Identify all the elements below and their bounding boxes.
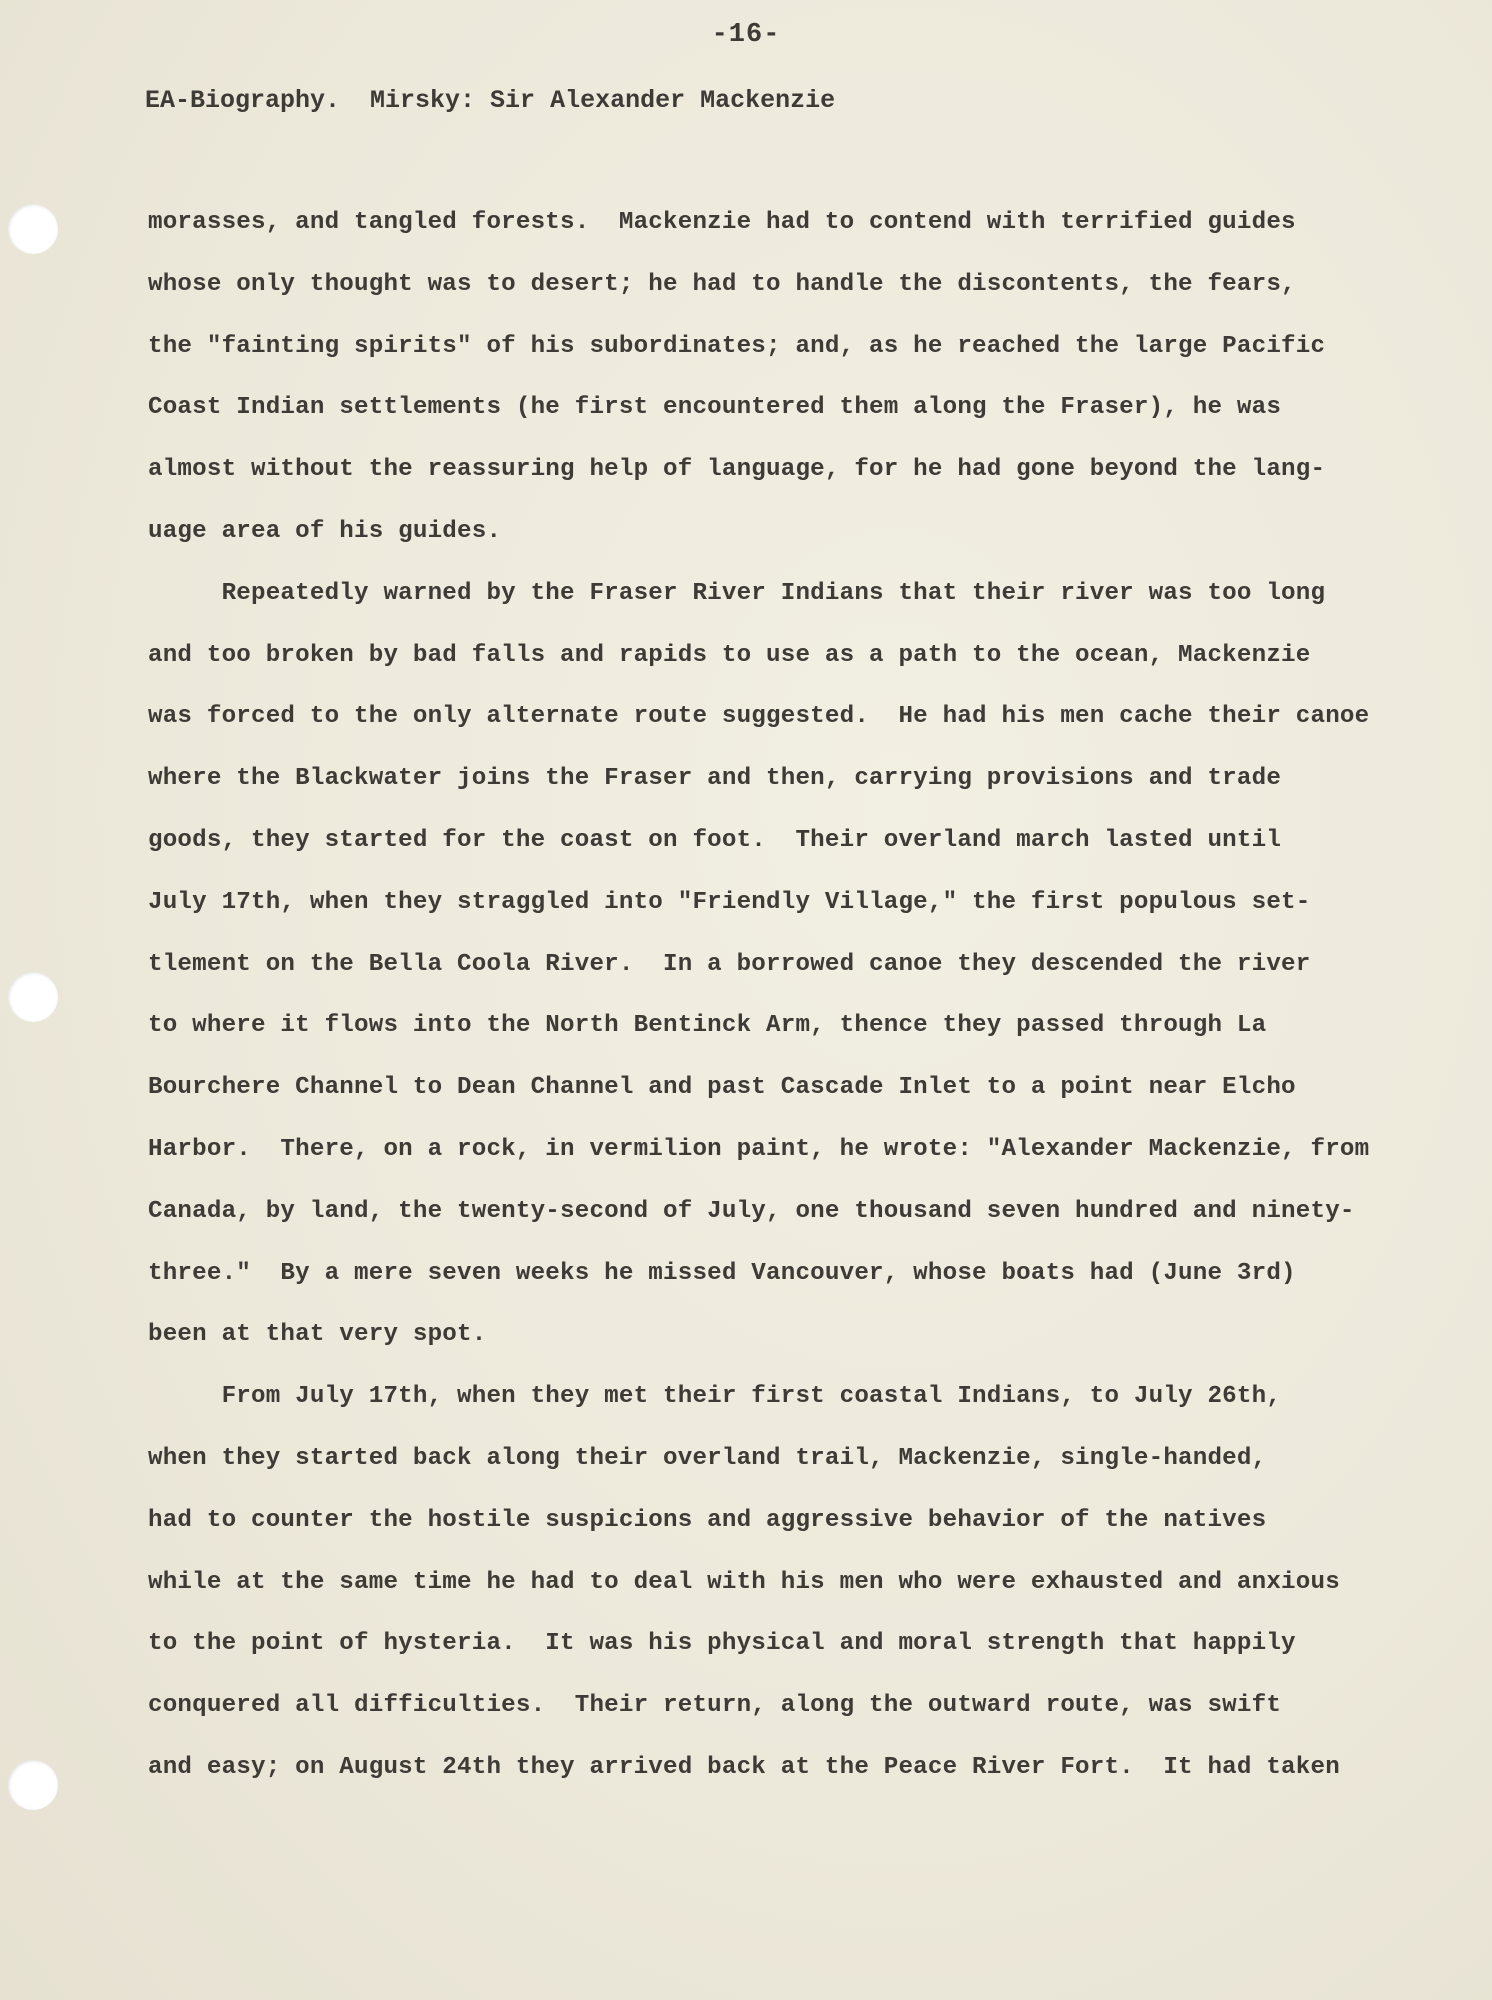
binder-hole-top [8, 204, 58, 254]
text-line: morasses, and tangled forests. Mackenzie had to contend with terrified guides [148, 209, 1296, 236]
text-line: was forced to the only alternate route suggested. He had his men cache their canoe [148, 703, 1370, 731]
text-line: and too broken by bad falls and rapids to use as a path to the ocean, Mackenzie [148, 641, 1311, 669]
text-line: tlement on the Bella Coola River. In a borrowed canoe they descended the river [148, 950, 1311, 978]
text-line: the "fainting spirits" of his subordinates; and, as he reached the large Pacific [148, 332, 1326, 360]
binder-hole-middle [8, 972, 58, 1022]
document-header: EA-Biography. Mirsky: Sir Alexander Mackenzie [145, 86, 836, 115]
text-line: where the Blackwater joins the Fraser and then, carrying provisions and trade [148, 765, 1282, 793]
binder-hole-bottom [8, 1760, 58, 1810]
text-line: when they started back along their overland trail, Mackenzie, single-handed, [148, 1444, 1267, 1472]
text-line: been at that very spot. [148, 1321, 487, 1349]
text-line: three." By a mere seven weeks he missed Vancouver, whose boats had (June 3rd) [148, 1259, 1296, 1287]
body-text [148, 203, 1438, 1810]
text-line: uage area of his guides. [148, 517, 502, 545]
text-line: Coast Indian settlements (he first encountered them along the Fraser), he was [148, 394, 1282, 422]
text-line: and easy; on August 24th they arrived back at the Peace River Fort. It had taken [148, 1753, 1340, 1781]
text-line: Canada, by land, the twenty-second of July, one thousand seven hundred and ninety- [148, 1197, 1355, 1225]
page-number: -16- [711, 20, 781, 50]
text-line: Harbor. There, on a rock, in vermilion paint, he wrote: "Alexander Mackenzie, from [148, 1135, 1370, 1163]
text-line: almost without the reassuring help of language, for he had gone beyond the lang- [148, 456, 1326, 484]
text-line: goods, they started for the coast on foot. Their overland march lasted until [148, 826, 1282, 854]
text-line: had to counter the hostile suspicions and aggressive behavior of the natives [148, 1506, 1267, 1534]
text-line: From July 17th, when they met their first coastal Indians, to July 26th, [148, 1383, 1282, 1411]
text-line: whose only thought was to desert; he had to handle the discontents, the fears, [148, 270, 1296, 298]
text-line: Bourchere Channel to Dean Channel and past Cascade Inlet to a point near Elcho [148, 1074, 1296, 1102]
text-line: to where it flows into the North Bentinck Arm, thence they passed through La [148, 1012, 1267, 1040]
text-line: July 17th, when they straggled into "Friendly Village," the first populous set- [148, 888, 1311, 916]
text-line: Repeatedly warned by the Fraser River Indians that their river was too long [148, 579, 1326, 607]
text-line: while at the same time he had to deal with his men who were exhausted and anxious [148, 1568, 1340, 1596]
text-line: conquered all difficulties. Their return, along the outward route, was swift [148, 1692, 1282, 1720]
text-line: to the point of hysteria. It was his physical and moral strength that happily [148, 1630, 1296, 1658]
